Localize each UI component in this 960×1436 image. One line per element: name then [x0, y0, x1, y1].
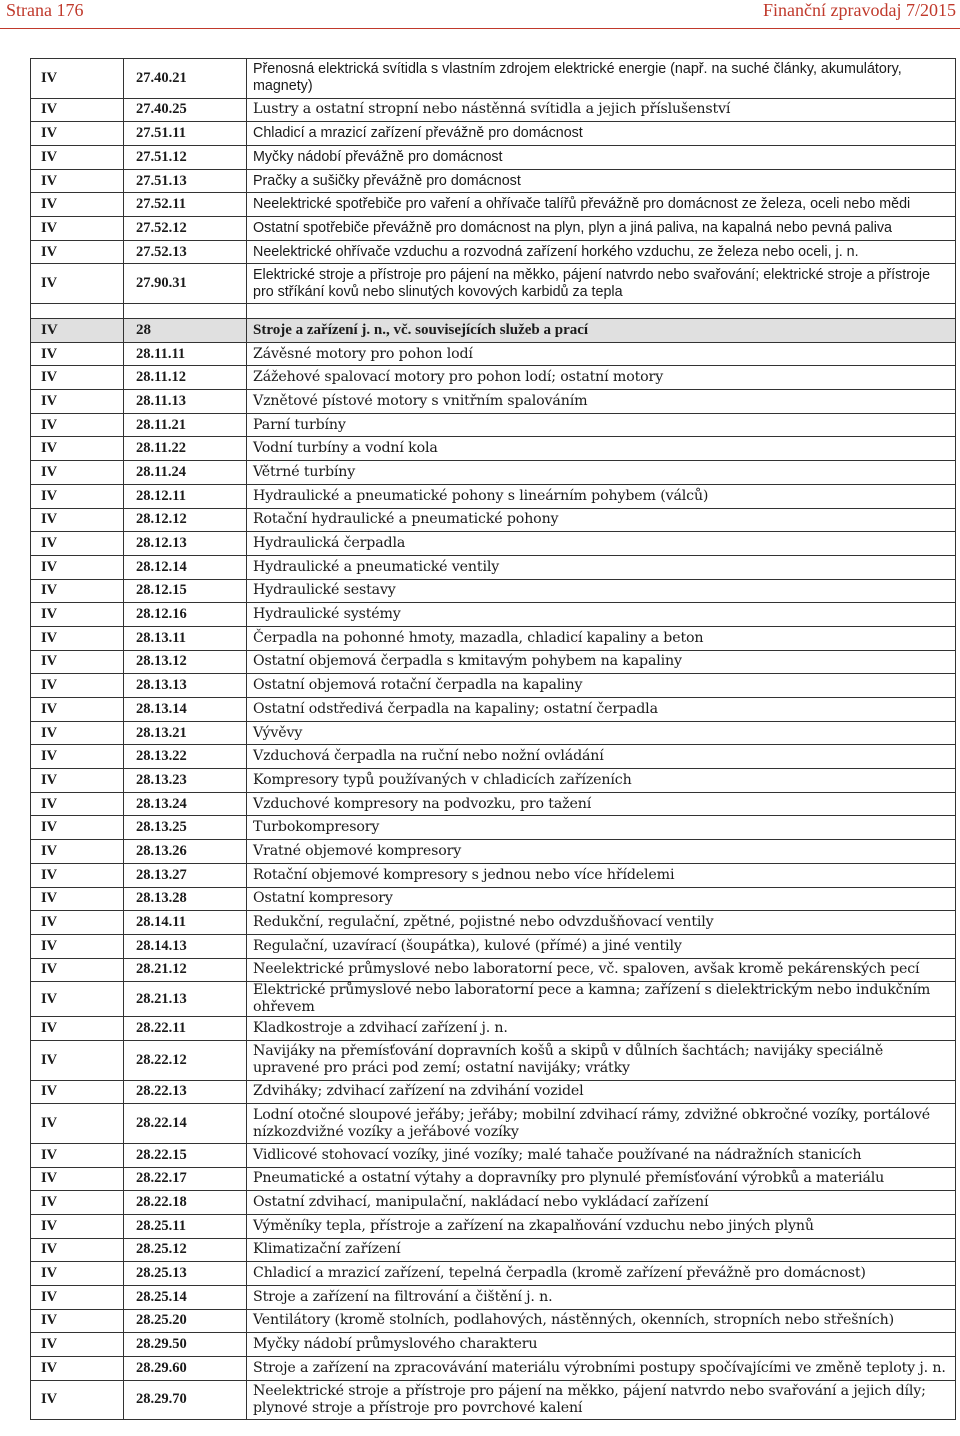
level-cell: IV [31, 145, 124, 169]
spacer-cell [124, 304, 247, 319]
level-cell: IV [31, 958, 124, 982]
level-cell: IV [31, 1214, 124, 1238]
description-cell: Myčky nádobí průmyslového charakteru [247, 1333, 956, 1357]
level-cell: IV [31, 390, 124, 414]
table-row [31, 1143, 956, 1167]
level-cell: IV [31, 366, 124, 390]
description-cell: Klimatizační zařízení [247, 1238, 956, 1262]
description-cell: Elektrické stroje a přístroje pro pájení na měkko, pájení natvrdo nebo svařování; elektrické stroje a přístroje pro stříkání kovů nebo slinutých kovových karbidů za tepla [247, 264, 956, 304]
level-cell: IV [31, 626, 124, 650]
header-rule [0, 28, 960, 29]
table-row [31, 698, 956, 722]
table-row [31, 98, 956, 122]
code-cell: 28.22.11 [124, 1017, 247, 1041]
table-row [31, 217, 956, 241]
description-cell: Neelektrické spotřebiče pro vaření a ohřívače talířů převážně pro domácnost ze železa, oceli nebo mědi [247, 193, 956, 217]
table-row [31, 579, 956, 603]
code-cell: 28.13.27 [124, 863, 247, 887]
spacer-cell [31, 304, 124, 319]
level-cell: IV [31, 840, 124, 864]
level-cell: IV [31, 1262, 124, 1286]
description-cell: Přenosná elektrická svítidla s vlastním zdrojem elektrické energie (např. na suché články, akumulátory, magnety) [247, 59, 956, 99]
level-cell: IV [31, 650, 124, 674]
description-cell: Stroje a zařízení na zpracovávání materiálu výrobními postupy spočívajícími ve změně teploty j. n. [247, 1357, 956, 1381]
code-cell: 28.11.13 [124, 390, 247, 414]
spacer-row [31, 304, 956, 319]
code-cell: 28.13.25 [124, 816, 247, 840]
table-row [31, 1080, 956, 1104]
level-cell: IV [31, 911, 124, 935]
description-cell: Vzduchové kompresory na podvozku, pro tažení [247, 792, 956, 816]
code-cell: 28.11.24 [124, 461, 247, 485]
table-row [31, 603, 956, 627]
level-cell: IV [31, 264, 124, 304]
description-cell: Výměníky tepla, přístroje a zařízení na zkapalňování vzduchu nebo jiných plynů [247, 1214, 956, 1238]
code-cell: 28.13.12 [124, 650, 247, 674]
level-cell: IV [31, 461, 124, 485]
description-cell: Ostatní odstředivá čerpadla na kapaliny; ostatní čerpadla [247, 698, 956, 722]
code-cell: 28.12.15 [124, 579, 247, 603]
description-cell: Redukční, regulační, zpětné, pojistné nebo odvzdušňovací ventily [247, 911, 956, 935]
table-row [31, 413, 956, 437]
description-cell: Stroje a zařízení na filtrování a čištění j. n. [247, 1285, 956, 1309]
code-cell: 28 [124, 319, 247, 343]
code-cell: 28.29.50 [124, 1333, 247, 1357]
description-cell: Vratné objemové kompresory [247, 840, 956, 864]
table-row [31, 437, 956, 461]
level-cell: IV [31, 1017, 124, 1041]
code-cell: 28.25.11 [124, 1214, 247, 1238]
description-cell: Lustry a ostatní stropní nebo nástěnná svítidla a jejich příslušenství [247, 98, 956, 122]
code-cell: 28.11.11 [124, 342, 247, 366]
code-cell: 27.52.11 [124, 193, 247, 217]
code-cell: 28.11.12 [124, 366, 247, 390]
table-row [31, 1333, 956, 1357]
level-cell: IV [31, 792, 124, 816]
table-row [31, 1380, 956, 1420]
description-cell: Vznětové pístové motory s vnitřním spalováním [247, 390, 956, 414]
code-cell: 28.13.22 [124, 745, 247, 769]
description-cell: Zážehové spalovací motory pro pohon lodí; ostatní motory [247, 366, 956, 390]
description-cell: Neelektrické stroje a přístroje pro pájení na měkko, pájení natvrdo nebo svařování a jejich díly; plynové stroje a přístroje pro povrchové kalení [247, 1380, 956, 1420]
table-row [31, 626, 956, 650]
level-cell: IV [31, 1167, 124, 1191]
level-cell: IV [31, 319, 124, 343]
table-row [31, 769, 956, 793]
description-cell: Pračky a sušičky převážně pro domácnost [247, 169, 956, 193]
code-cell: 28.25.12 [124, 1238, 247, 1262]
code-cell: 28.13.14 [124, 698, 247, 722]
code-cell: 27.51.11 [124, 122, 247, 146]
description-cell: Ostatní kompresory [247, 887, 956, 911]
table-row [31, 840, 956, 864]
code-cell: 28.12.14 [124, 555, 247, 579]
table-row [31, 745, 956, 769]
code-cell: 28.25.14 [124, 1285, 247, 1309]
level-cell: IV [31, 1309, 124, 1333]
code-cell: 28.25.13 [124, 1262, 247, 1286]
level-cell: IV [31, 887, 124, 911]
level-cell: IV [31, 1143, 124, 1167]
table-row [31, 1104, 956, 1144]
level-cell: IV [31, 1380, 124, 1420]
description-cell: Zdviháky; zdvihací zařízení na zdvihání vozidel [247, 1080, 956, 1104]
level-cell: IV [31, 1357, 124, 1381]
code-cell: 28.14.11 [124, 911, 247, 935]
table-row [31, 1017, 956, 1041]
table-row [31, 145, 956, 169]
table-body [31, 59, 956, 1420]
code-cell: 27.52.12 [124, 217, 247, 241]
level-cell: IV [31, 579, 124, 603]
description-cell: Závěsné motory pro pohon lodí [247, 342, 956, 366]
table-row [31, 721, 956, 745]
code-cell: 28.13.28 [124, 887, 247, 911]
table-row [31, 508, 956, 532]
table-row [31, 816, 956, 840]
level-cell: IV [31, 1040, 124, 1080]
code-cell: 28.22.14 [124, 1104, 247, 1144]
code-cell: 28.13.11 [124, 626, 247, 650]
description-cell: Chladicí a mrazicí zařízení, tepelná čerpadla (kromě zařízení převážně pro domácnost) [247, 1262, 956, 1286]
table-row [31, 366, 956, 390]
code-cell: 28.22.12 [124, 1040, 247, 1080]
level-cell: IV [31, 603, 124, 627]
description-cell: Elektrické průmyslové nebo laboratorní pece a kamna; zařízení s dielektrickým nebo indukčním ohřevem [247, 982, 956, 1017]
publication-title: Finanční zpravodaj 7/2015 [763, 0, 956, 20]
code-cell: 28.12.16 [124, 603, 247, 627]
table-row [31, 193, 956, 217]
code-cell: 28.12.11 [124, 484, 247, 508]
table-row [31, 958, 956, 982]
table-row [31, 1262, 956, 1286]
code-cell: 28.29.70 [124, 1380, 247, 1420]
description-cell: Větrné turbíny [247, 461, 956, 485]
level-cell: IV [31, 982, 124, 1017]
level-cell: IV [31, 674, 124, 698]
level-cell: IV [31, 1080, 124, 1104]
description-cell: Pneumatické a ostatní výtahy a dopravníky pro plynulé přemísťování výrobků a materiálu [247, 1167, 956, 1191]
description-cell: Hydraulické systémy [247, 603, 956, 627]
table-row [31, 1309, 956, 1333]
description-cell: Parní turbíny [247, 413, 956, 437]
level-cell: IV [31, 98, 124, 122]
code-cell: 28.21.13 [124, 982, 247, 1017]
table-row [31, 674, 956, 698]
description-cell: Hydraulické sestavy [247, 579, 956, 603]
code-cell: 28.13.13 [124, 674, 247, 698]
table-row [31, 650, 956, 674]
description-cell: Čerpadla na pohonné hmoty, mazadla, chladicí kapaliny a beton [247, 626, 956, 650]
level-cell: IV [31, 1104, 124, 1144]
level-cell: IV [31, 532, 124, 556]
description-cell: Ostatní objemová čerpadla s kmitavým pohybem na kapaliny [247, 650, 956, 674]
code-cell: 28.11.22 [124, 437, 247, 461]
code-cell: 28.22.17 [124, 1167, 247, 1191]
table-row [31, 461, 956, 485]
table-row [31, 863, 956, 887]
level-cell: IV [31, 863, 124, 887]
level-cell: IV [31, 413, 124, 437]
description-cell: Hydraulické a pneumatické ventily [247, 555, 956, 579]
table-row [31, 1167, 956, 1191]
code-cell: 28.12.13 [124, 532, 247, 556]
table-row [31, 1357, 956, 1381]
table-row [31, 1285, 956, 1309]
level-cell: IV [31, 745, 124, 769]
table-row [31, 911, 956, 935]
description-cell: Neelektrické průmyslové nebo laboratorní pece, vč. spaloven, avšak kromě pekárenských pecí [247, 958, 956, 982]
level-cell: IV [31, 1191, 124, 1215]
code-cell: 28.11.21 [124, 413, 247, 437]
table-row [31, 555, 956, 579]
code-cell: 27.52.13 [124, 240, 247, 264]
level-cell: IV [31, 698, 124, 722]
section-heading-row [31, 319, 956, 343]
level-cell: IV [31, 437, 124, 461]
code-cell: 28.13.23 [124, 769, 247, 793]
code-cell: 28.22.13 [124, 1080, 247, 1104]
description-cell: Navijáky na přemísťování dopravních košů a skipů v důlních šachtách; navijáky speciálně upravené pro práci pod zemí; ostatní navijáky; vrátky [247, 1040, 956, 1080]
code-cell: 28.13.26 [124, 840, 247, 864]
table-row [31, 792, 956, 816]
table-row [31, 532, 956, 556]
table-row [31, 934, 956, 958]
table-row [31, 484, 956, 508]
table-row [31, 1040, 956, 1080]
description-cell: Myčky nádobí převážně pro domácnost [247, 145, 956, 169]
code-cell: 28.25.20 [124, 1309, 247, 1333]
description-cell: Ostatní objemová rotační čerpadla na kapaliny [247, 674, 956, 698]
page-header [0, 0, 960, 24]
table-row [31, 982, 956, 1017]
level-cell: IV [31, 484, 124, 508]
table-row [31, 59, 956, 99]
page-number: Strana 176 [6, 0, 84, 20]
description-cell: Ostatní zdvihací, manipulační, nakládací nebo vykládací zařízení [247, 1191, 956, 1215]
description-cell: Vývěvy [247, 721, 956, 745]
description-cell: Lodní otočné sloupové jeřáby; jeřáby; mobilní zdvihací rámy, zdvižné obkročné vozíky, portálové nízkozdvižné vozíky a jeřábové vozíky [247, 1104, 956, 1144]
spacer-cell [247, 304, 956, 319]
code-cell: 28.21.12 [124, 958, 247, 982]
description-cell: Kompresory typů používaných v chladicích zařízeních [247, 769, 956, 793]
level-cell: IV [31, 59, 124, 99]
description-cell: Rotační hydraulické a pneumatické pohony [247, 508, 956, 532]
description-cell: Rotační objemové kompresory s jednou nebo více hřídelemi [247, 863, 956, 887]
description-cell: Chladicí a mrazicí zařízení převážně pro domácnost [247, 122, 956, 146]
level-cell: IV [31, 1238, 124, 1262]
level-cell: IV [31, 1285, 124, 1309]
description-cell: Vzduchová čerpadla na ruční nebo nožní ovládání [247, 745, 956, 769]
table-row [31, 1214, 956, 1238]
table-row [31, 122, 956, 146]
description-cell: Vodní turbíny a vodní kola [247, 437, 956, 461]
code-cell: 28.29.60 [124, 1357, 247, 1381]
table-row [31, 390, 956, 414]
level-cell: IV [31, 769, 124, 793]
table-row [31, 1191, 956, 1215]
level-cell: IV [31, 193, 124, 217]
level-cell: IV [31, 721, 124, 745]
table-row [31, 169, 956, 193]
description-cell: Stroje a zařízení j. n., vč. souvisejících služeb a prací [247, 319, 956, 343]
code-cell: 27.51.13 [124, 169, 247, 193]
description-cell: Turbokompresory [247, 816, 956, 840]
description-cell: Kladkostroje a zdvihací zařízení j. n. [247, 1017, 956, 1041]
code-cell: 28.13.24 [124, 792, 247, 816]
table-row [31, 240, 956, 264]
description-cell: Vidlicové stohovací vozíky, jiné vozíky; malé tahače používané na nádražních stanicích [247, 1143, 956, 1167]
level-cell: IV [31, 169, 124, 193]
level-cell: IV [31, 555, 124, 579]
description-cell: Regulační, uzavírací (šoupátka), kulové (přímé) a jiné ventily [247, 934, 956, 958]
level-cell: IV [31, 508, 124, 532]
level-cell: IV [31, 816, 124, 840]
code-cell: 28.13.21 [124, 721, 247, 745]
description-cell: Hydraulická čerpadla [247, 532, 956, 556]
level-cell: IV [31, 342, 124, 366]
table-row [31, 1238, 956, 1262]
level-cell: IV [31, 1333, 124, 1357]
code-cell: 27.40.25 [124, 98, 247, 122]
classification-table [30, 58, 956, 1420]
table-row [31, 264, 956, 304]
code-cell: 28.22.15 [124, 1143, 247, 1167]
code-cell: 28.14.13 [124, 934, 247, 958]
code-cell: 27.90.31 [124, 264, 247, 304]
level-cell: IV [31, 240, 124, 264]
code-cell: 28.22.18 [124, 1191, 247, 1215]
level-cell: IV [31, 934, 124, 958]
code-cell: 27.51.12 [124, 145, 247, 169]
table-row [31, 887, 956, 911]
level-cell: IV [31, 217, 124, 241]
description-cell: Neelektrické ohřívače vzduchu a rozvodná zařízení horkého vzduchu, ze železa nebo oceli, j. n. [247, 240, 956, 264]
description-cell: Ventilátory (kromě stolních, podlahových, nástěnných, okenních, stropních nebo střešních) [247, 1309, 956, 1333]
table-row [31, 342, 956, 366]
level-cell: IV [31, 122, 124, 146]
code-cell: 27.40.21 [124, 59, 247, 99]
description-cell: Ostatní spotřebiče převážně pro domácnost na plyn, plyn a jiná paliva, na kapalná nebo pevná paliva [247, 217, 956, 241]
code-cell: 28.12.12 [124, 508, 247, 532]
description-cell: Hydraulické a pneumatické pohony s lineárním pohybem (válců) [247, 484, 956, 508]
